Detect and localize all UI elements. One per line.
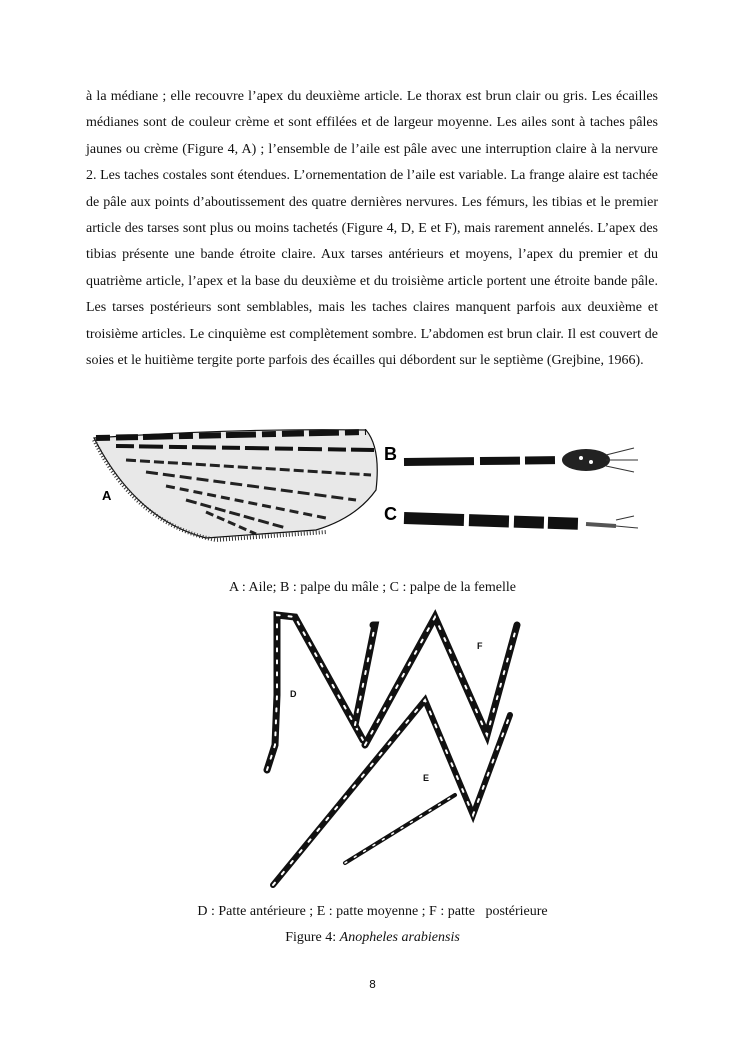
figure-title-species: Anopheles arabiensis <box>339 930 460 945</box>
figure-title <box>0 930 745 946</box>
leg-e-illustration <box>273 700 510 885</box>
leg-label-e: E <box>423 773 430 783</box>
wing-palp-figure <box>86 420 658 550</box>
wing-illustration <box>94 430 377 540</box>
palp-label-c: C <box>384 504 397 524</box>
male-palp-illustration <box>384 444 638 472</box>
leg-label-d: D <box>290 689 297 699</box>
legs-figure <box>255 605 535 895</box>
leg-d-illustration <box>267 615 375 770</box>
leg-f-illustration <box>365 617 517 745</box>
page-number: 8 <box>369 978 376 991</box>
figure-title-prefix: Figure 4: <box>285 930 340 945</box>
body-paragraph: à la médiane ; elle recouvre l’apex du deuxième article. Le thorax est brun clair ou gris. Les écailles médianes sont de couleur crème et sont effilées et de largeur moyenne. Les ailes sont à taches pâles jaunes ou crème (Figure 4, A) ; l’ensemble de l’aile est pâle avec une interruption claire à la nervure 2. Les taches costales sont étendues. L’ornementation de l’aile est variable. La frange alaire est tachée de pâle aux points d’aboutissement des quatre dernières nervures. Les fémurs, les tibias et le premier article des tarses sont plus ou moins tachetés (Figure 4, D, E et F), mais rarement annelés. L’apex des tibias présente une bande étroite claire. Aux tarses antérieurs et moyens, l’apex du premier et du quatrième article, l’apex et la base du deuxième et du troisième article portent une étroite bande pâle. Les tarses postérieurs sont semblables, mais les taches claires manquent parfois aux deuxième et troisième articles. Le cinquième est complètement sombre. L’abdomen est brun clair. Il est couvert de soies et le huitième tergite porte parfois des écailles qui débordent sur le septième (Grejbine, 1966). <box>86 89 658 369</box>
leg-label-f: F <box>477 641 483 651</box>
figure-top-caption: A : Aile; B : palpe du mâle ; C : palpe de la femelle <box>229 580 516 595</box>
female-palp-illustration <box>384 504 638 528</box>
figure-legs-caption: D : Patte antérieure ; E : patte moyenne ; F : patte postérieure <box>197 904 548 919</box>
wing-label-a: A <box>102 488 112 503</box>
palp-label-b: B <box>384 444 397 464</box>
